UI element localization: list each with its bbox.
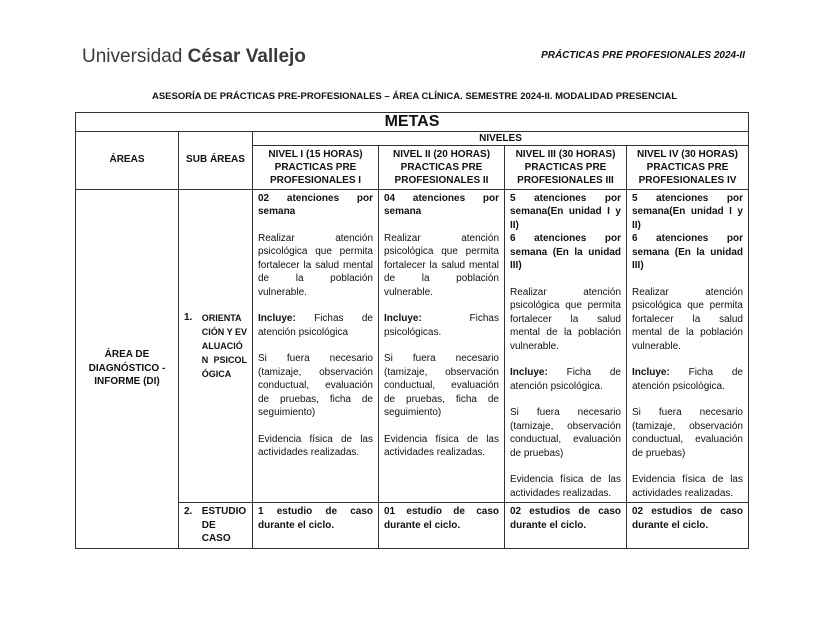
evidence-text: Evidencia física de las actividades realizadas. [384, 433, 499, 458]
level-2-goal-cell [379, 189, 505, 503]
goal-description: Realizar atención psicológica que permita fortalecer la salud mental de la población vulnerable. [632, 286, 743, 352]
subarea-1-label: ORIENTACIÓN Y EVALUACIÓN PSICOLÓGICA [201, 312, 247, 379]
logo-text: Universidad César Vallejo [82, 46, 306, 67]
university-logo [76, 36, 306, 78]
page-subtitle: ASESORÍA DE PRÁCTICAS PRE-PROFESIONALES – ÁREA CLÍNICA. SEMESTRE 2024-II. MODALIDAD PRESENCIAL [151, 91, 678, 102]
level-3-goal-cell [505, 189, 627, 503]
level-4-case-cell: 02 estudios de caso durante el ciclo. [627, 503, 749, 549]
optional-text: Si fuera necesario (tamizaje, observación conductual, evaluación de pruebas) [632, 407, 743, 459]
level-1-case-cell: 1 estudio de caso durante el ciclo. [253, 503, 379, 549]
optional-text: Si fuera necesario (tamizaje, observación conductual, evaluación de pruebas) [510, 407, 621, 459]
subarea-2-cell [179, 503, 253, 549]
includes-text: Incluye: Ficha de atención psicológica. [632, 367, 743, 392]
level-4-header: NIVEL IV (30 HORAS) PRACTICAS PRE PROFESIONALES IV [627, 145, 749, 189]
evidence-text: Evidencia física de las actividades realizadas. [258, 433, 373, 458]
evidence-text: Evidencia física de las actividades realizadas. [632, 474, 743, 499]
goal-text: 04 atenciones por semana [384, 192, 499, 217]
goal-text: 5 atenciones por semana(En unidad I y II) [632, 192, 743, 231]
goal-text-2: 6 atenciones por semana (En la unidad III) [632, 233, 743, 271]
includes-text: Incluye: Ficha de atención psicológica. [510, 367, 621, 392]
area-cell: ÁREA DE DIAGNÓSTICO - INFORME (DI) [76, 189, 179, 548]
subarea-1-cell [179, 189, 253, 503]
includes-text: Incluye: Fichas psicológicas. [384, 313, 499, 338]
metas-table [75, 112, 749, 549]
level-1-goal-cell [253, 189, 379, 503]
metas-title: METAS [76, 113, 749, 132]
goal-description: Realizar atención psicológica que permita fortalecer la salud mental de la población vulnerable. [384, 232, 499, 298]
level-4-goal-cell [627, 189, 749, 503]
subarea-1-number: 1. [184, 311, 193, 323]
goal-description: Realizar atención psicológica que permita fortalecer la salud mental de la población vulnerable. [258, 232, 373, 298]
subarea-2-label: ESTUDIO DE CASO [201, 506, 247, 544]
goal-text: 5 atenciones por semana(En unidad I y II) [510, 192, 621, 231]
document-label: PRÁCTICAS PRE PROFESIONALES 2024-II [541, 50, 745, 61]
level-3-header: NIVEL III (30 HORAS) PRACTICAS PRE PROFESIONALES III [505, 145, 627, 189]
subareas-header: SUB ÁREAS [179, 131, 253, 189]
goal-text: 02 atenciones por semana [258, 192, 373, 217]
level-2-header: NIVEL II (20 HORAS) PRACTICAS PRE PROFESIONALES II [379, 145, 505, 189]
goal-description: Realizar atención psicológica que permita fortalecer la salud mental de la población vulnerable. [510, 286, 621, 352]
niveles-header: NIVELES [253, 131, 749, 145]
level-1-header: NIVEL I (15 HORAS) PRACTICAS PRE PROFESIONALES I [253, 145, 379, 189]
areas-header: ÁREAS [76, 131, 179, 189]
optional-text: Si fuera necesario (tamizaje, observación conductual, evaluación de pruebas, ficha de seguimiento) [258, 353, 373, 418]
subarea-2-number: 2. [184, 506, 193, 517]
level-3-case-cell: 02 estudios de caso durante el ciclo. [505, 503, 627, 549]
level-2-case-cell: 01 estudio de caso durante el ciclo. [379, 503, 505, 549]
includes-text: Incluye: Fichas de atención psicológica [258, 313, 373, 338]
optional-text: Si fuera necesario (tamizaje, observación conductual, evaluación de pruebas, ficha de seguimiento) [384, 353, 499, 418]
goal-text-2: 6 atenciones por semana (En la unidad III) [510, 233, 621, 271]
evidence-text: Evidencia física de las actividades realizadas. [510, 474, 621, 499]
